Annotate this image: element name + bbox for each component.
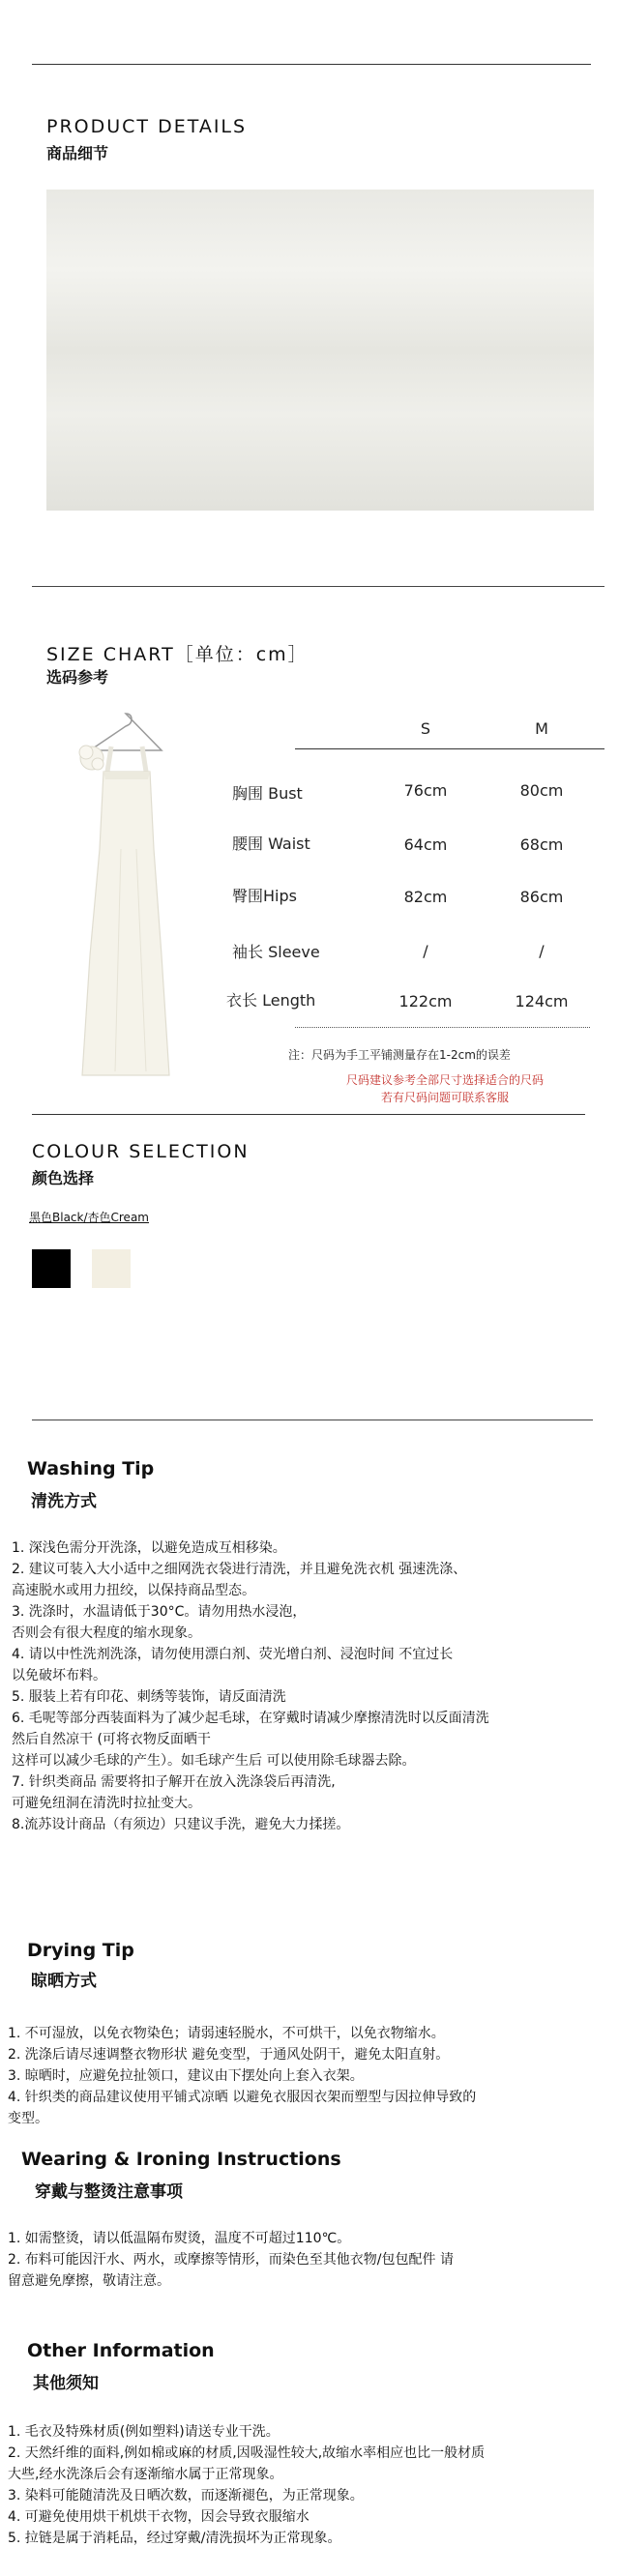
- size-advice-1: 尺码建议参考全部尺寸选择适合的尺码: [345, 1073, 544, 1087]
- washing-line: 7. 针织类商品 需要将扣子解开在放入洗涤袋后再清洗,: [12, 1774, 336, 1790]
- washing-line: 可避免纽洞在清洗时拉扯变大。: [12, 1796, 201, 1811]
- product-details-title-cn: 商品细节: [46, 144, 109, 162]
- fabric-detail-photo: [46, 190, 594, 511]
- cell-sleeve-s: /: [423, 942, 428, 960]
- drying-line: 1. 不可湿放，以免衣物染色；请弱速轻脱水，不可烘干，以免衣物缩水。: [8, 2026, 445, 2041]
- drying-list: [8, 2023, 611, 2129]
- dress-photo: [53, 704, 198, 1091]
- other-line: 2. 天然纤维的面料,例如棉或麻的材质,因吸湿性较大,故缩水率相应也比一般材质: [8, 2445, 486, 2461]
- wearing-line: 留意避免摩擦，敬请注意。: [8, 2273, 170, 2289]
- other-line: 1. 毛衣及特殊材质(例如塑料)请送专业干洗。: [8, 2424, 280, 2440]
- colour-title-en: COLOUR SELECTION: [32, 1141, 250, 1162]
- divider: [32, 1114, 585, 1115]
- washing-line: 3. 洗涤时，水温请低于30°C。请勿用热水浸泡，: [12, 1604, 307, 1620]
- other-line: 3. 染料可能随清洗及日晒次数，而逐渐褪色，为正常现象。: [8, 2488, 364, 2503]
- divider: [32, 64, 591, 65]
- washing-line: 然后自然凉干 (可将衣物反面晒干: [12, 1732, 211, 1747]
- other-title-cn: 其他须知: [33, 2374, 99, 2393]
- other-line: 5. 拉链是属于消耗品，经过穿戴/清洗损坏为正常现象。: [8, 2531, 341, 2546]
- size-chart-title-cn: 选码参考: [46, 668, 109, 687]
- cell-sleeve-m: /: [539, 942, 545, 960]
- other-line: 大些,经水洗涤后会有逐渐缩水属于正常现象。: [8, 2467, 283, 2482]
- cell-waist-s: 64cm: [403, 835, 448, 854]
- washing-line: 5. 服装上若有印花、刺绣等装饰，请反面清洗: [12, 1689, 286, 1705]
- divider: [32, 586, 604, 587]
- wearing-title-en: Wearing & Ironing Instructions: [21, 2149, 341, 2170]
- cell-hips-m: 86cm: [519, 888, 564, 906]
- cell-bust-m: 80cm: [519, 781, 564, 800]
- cell-length-s: 122cm: [398, 992, 453, 1010]
- wearing-list: [8, 2228, 611, 2292]
- washing-line: 以免破坏布料。: [12, 1668, 106, 1683]
- drying-line: 2. 洗涤后请尽速调整衣物形状 避免变型，于通风处阴干，避免太阳直射。: [8, 2047, 450, 2063]
- size-note: 注：尺码为手工平铺测量存在1-2cm的误差: [288, 1048, 511, 1062]
- washing-line: 6. 毛呢等部分西装面料为了减少起毛球，在穿戴时请减少摩擦清洗时以反面清洗: [12, 1711, 489, 1726]
- size-header-m: M: [535, 719, 548, 738]
- drying-line: 变型。: [8, 2111, 48, 2126]
- swatch-cream[interactable]: [92, 1249, 131, 1288]
- row-label-length: 衣长 Length: [226, 991, 316, 1010]
- colour-label: 黑色Black/杏色Cream: [29, 1211, 149, 1224]
- product-details-title-en: PRODUCT DETAILS: [46, 116, 248, 137]
- drying-line: 3. 晾晒时，应避免拉扯领口，建议由下摆处向上套入衣架。: [8, 2068, 364, 2084]
- drying-title-cn: 晾晒方式: [31, 1972, 97, 1991]
- swatch-black[interactable]: [32, 1249, 71, 1288]
- colour-title-cn: 颜色选择: [32, 1169, 95, 1187]
- wearing-line: 1. 如需整烫，请以低温隔布熨烫，温度不可超过110℃。: [8, 2231, 351, 2246]
- table-footer-line: [295, 1027, 590, 1028]
- cell-length-m: 124cm: [515, 992, 569, 1010]
- drying-title-en: Drying Tip: [27, 1940, 134, 1961]
- row-label-sleeve: 袖长 Sleeve: [232, 943, 320, 961]
- washing-list: [12, 1537, 611, 1835]
- size-chart-title-en: SIZE CHART［单位：cm］: [46, 644, 309, 665]
- washing-line: 8.流苏设计商品（有须边）只建议手洗，避免大力揉搓。: [12, 1817, 350, 1832]
- washing-line: 1. 深浅色需分开洗涤，以避免造成互相移染。: [12, 1540, 286, 1556]
- other-title-en: Other Information: [27, 2340, 215, 2361]
- drying-line: 4. 针织类的商品建议使用平铺式凉晒 以避免衣服因衣架而塑型与因拉伸导致的: [8, 2090, 477, 2105]
- other-line: 4. 可避免使用烘干机烘干衣物，因会导致衣服缩水: [8, 2509, 310, 2525]
- size-advice-2: 若有尺码问题可联系客服: [380, 1091, 509, 1104]
- washing-line: 4. 请以中性洗剂洗涤，请勿使用漂白剂、荧光增白剂、浸泡时间 不宜过长: [12, 1647, 454, 1662]
- washing-line: 2. 建议可装入大小适中之细网洗衣袋进行清洗，并且避免洗衣机 强速洗涤、: [12, 1562, 467, 1577]
- table-header-line: [295, 748, 604, 749]
- wearing-line: 2. 布料可能因汗水、两水，或摩擦等情形，而染色至其他衣物/包包配件 请: [8, 2252, 454, 2268]
- row-label-bust: 胸围 Bust: [232, 784, 303, 803]
- washing-line: 高速脱水或用力扭绞，以保持商品型态。: [12, 1583, 255, 1598]
- cell-hips-s: 82cm: [403, 888, 448, 906]
- washing-line: 这样可以减少毛球的产生）。如毛球产生后 可以使用除毛球器去除。: [12, 1753, 416, 1769]
- washing-line: 否则会有很大程度的缩水现象。: [12, 1625, 201, 1641]
- row-label-waist: 腰围 Waist: [232, 834, 310, 853]
- size-header-s: S: [420, 719, 431, 738]
- cell-bust-s: 76cm: [403, 781, 448, 800]
- wearing-title-cn: 穿戴与整烫注意事项: [35, 2182, 183, 2202]
- other-list: [8, 2421, 611, 2549]
- washing-title-en: Washing Tip: [27, 1458, 155, 1479]
- washing-title-cn: 清洗方式: [31, 1492, 97, 1511]
- cell-waist-m: 68cm: [519, 835, 564, 854]
- row-label-hips: 臀围Hips: [232, 887, 297, 905]
